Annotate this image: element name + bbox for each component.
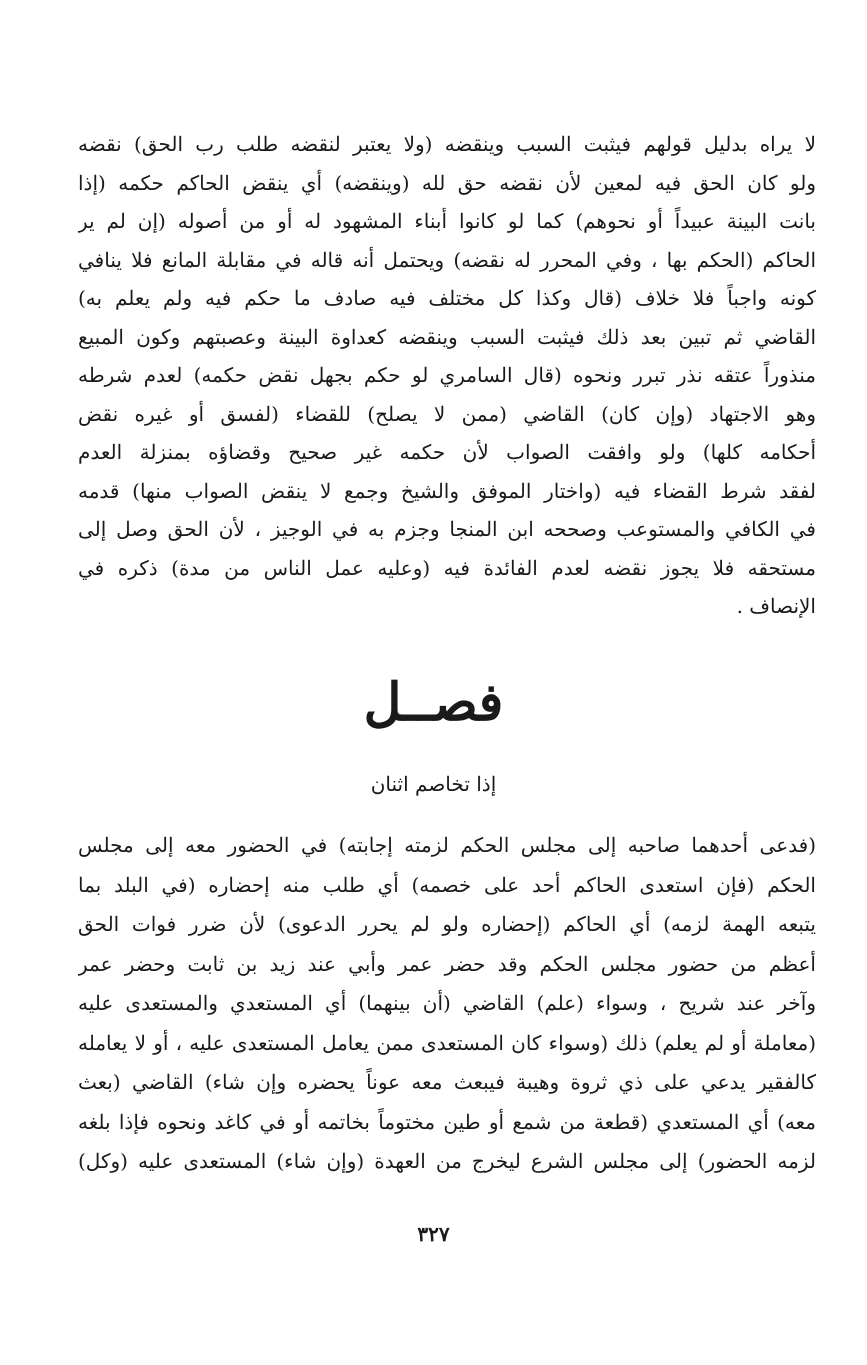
paragraph-commentary (78, 125, 816, 626)
text-line: (فدعى أحدهما صاحبه إلى مجلس الحكم لزمته إجابته) في الحضور معه إلى مجلس (78, 833, 816, 857)
text-line: بانت البينة عبيداً أو نحوهم) كما لو كانوا أبناء المشهود له أو من أصوله (إن لم ير (78, 209, 816, 233)
page-number: ٣٢٧ (417, 1222, 450, 1246)
text-line: لا يراه بدليل قولهم فيثبت السبب وينقضه (ولا يعتبر لنقضه طلب رب الحق) نقضه (78, 132, 816, 156)
section-title: فصــل (363, 672, 504, 733)
text-line: مستحقه فلا يجوز نقضه لعدم الفائدة فيه (وعليه عمل الناس من مدة) ذكره في (78, 555, 816, 580)
text-line: لزمه الحضور) إلى مجلس الشرع ليخرج من العهدة (وإن شاء) المستعدى عليه (وكل) (78, 1149, 816, 1173)
text-line: القاضي ثم تبين بعد ذلك فيثبت السبب وينقضه كعداوة البينة وعصبتهم وكون المبيع (78, 324, 816, 349)
text-line: يتبعه الهمة لزمه) أي الحاكم (إحضاره ولو لم يحرر الدعوى) لأن ضرر فوات الحق (78, 912, 816, 936)
text-line: أعظم من حضور مجلس الحكم وقد حضر عمر وأبي عند زيد بن ثابت وحضر عمر (78, 951, 816, 976)
text-line: في الكافي والمستوعب وصححه ابن المنجا وجزم به في الوجيز ، لأن الحق وصل إلى (78, 517, 816, 541)
text-line: الإنصاف . (736, 594, 816, 618)
text-line: كونه واجباً فلا خلاف (قال وكذا كل مختلف فيه صادف ما حكم فيه ولم يعلم به) (78, 286, 816, 310)
text-line: الحاكم (الحكم بها ، وفي المحرر له نقضه) ويحتمل أنه قاله في مقابلة المانع فلا ينافي (78, 247, 816, 272)
text-line: وآخر عند شريح ، وسواء (علم) القاضي (أن بينهما) أي المستعدي والمستعدى عليه (78, 991, 816, 1015)
text-line: ولو كان الحق فيه لمعين لأن نقضه حق لله (وينقضه) أي ينقض الحاكم حكمه (إذا (78, 170, 816, 195)
text-line: لفقد شرط القضاء فيه (واختار الموفق والشيخ وجمع لا ينقض الصواب منها) قدمه (78, 478, 816, 503)
paragraph-section (78, 826, 816, 1182)
text-line: وهو الاجتهاد (وإن كان) القاضي (ممن لا يصلح) للقضاء (لفسق أو غيره نقض (78, 401, 816, 426)
text-line: منذوراً عتقه نذر تبرر ونحوه (قال السامري لو حكم بجهل نقض حكمه) لعدم شرطه (78, 363, 816, 387)
text-line: الحكم (فإن استعدى الحاكم أحد على خصمه) أي طلب منه إحضاره (في البلد بما (78, 872, 816, 897)
text-line: أحكامه كلها) ولو وافقت الصواب لأن حكمه غير صحيح وقضاؤه بمنزلة العدم (78, 440, 816, 464)
text-line: كالفقير يدعي على ذي ثروة وهيبة فيبعث معه عوناً يحضره وإن شاء) القاضي (بعث (78, 1070, 816, 1094)
text-line: (معاملة أو لم يعلم) ذلك (وسواء كان المستعدى ممن يعامل المستعدى عليه ، أو لا يعامله (78, 1030, 816, 1055)
text-line: معه) أي المستعدي (قطعة من شمع أو طين مختوماً بخاتمه أو في كاغد ونحوه فإذا بلغه (78, 1109, 816, 1134)
section-subheading: إذا تخاصم اثنان (370, 772, 497, 796)
